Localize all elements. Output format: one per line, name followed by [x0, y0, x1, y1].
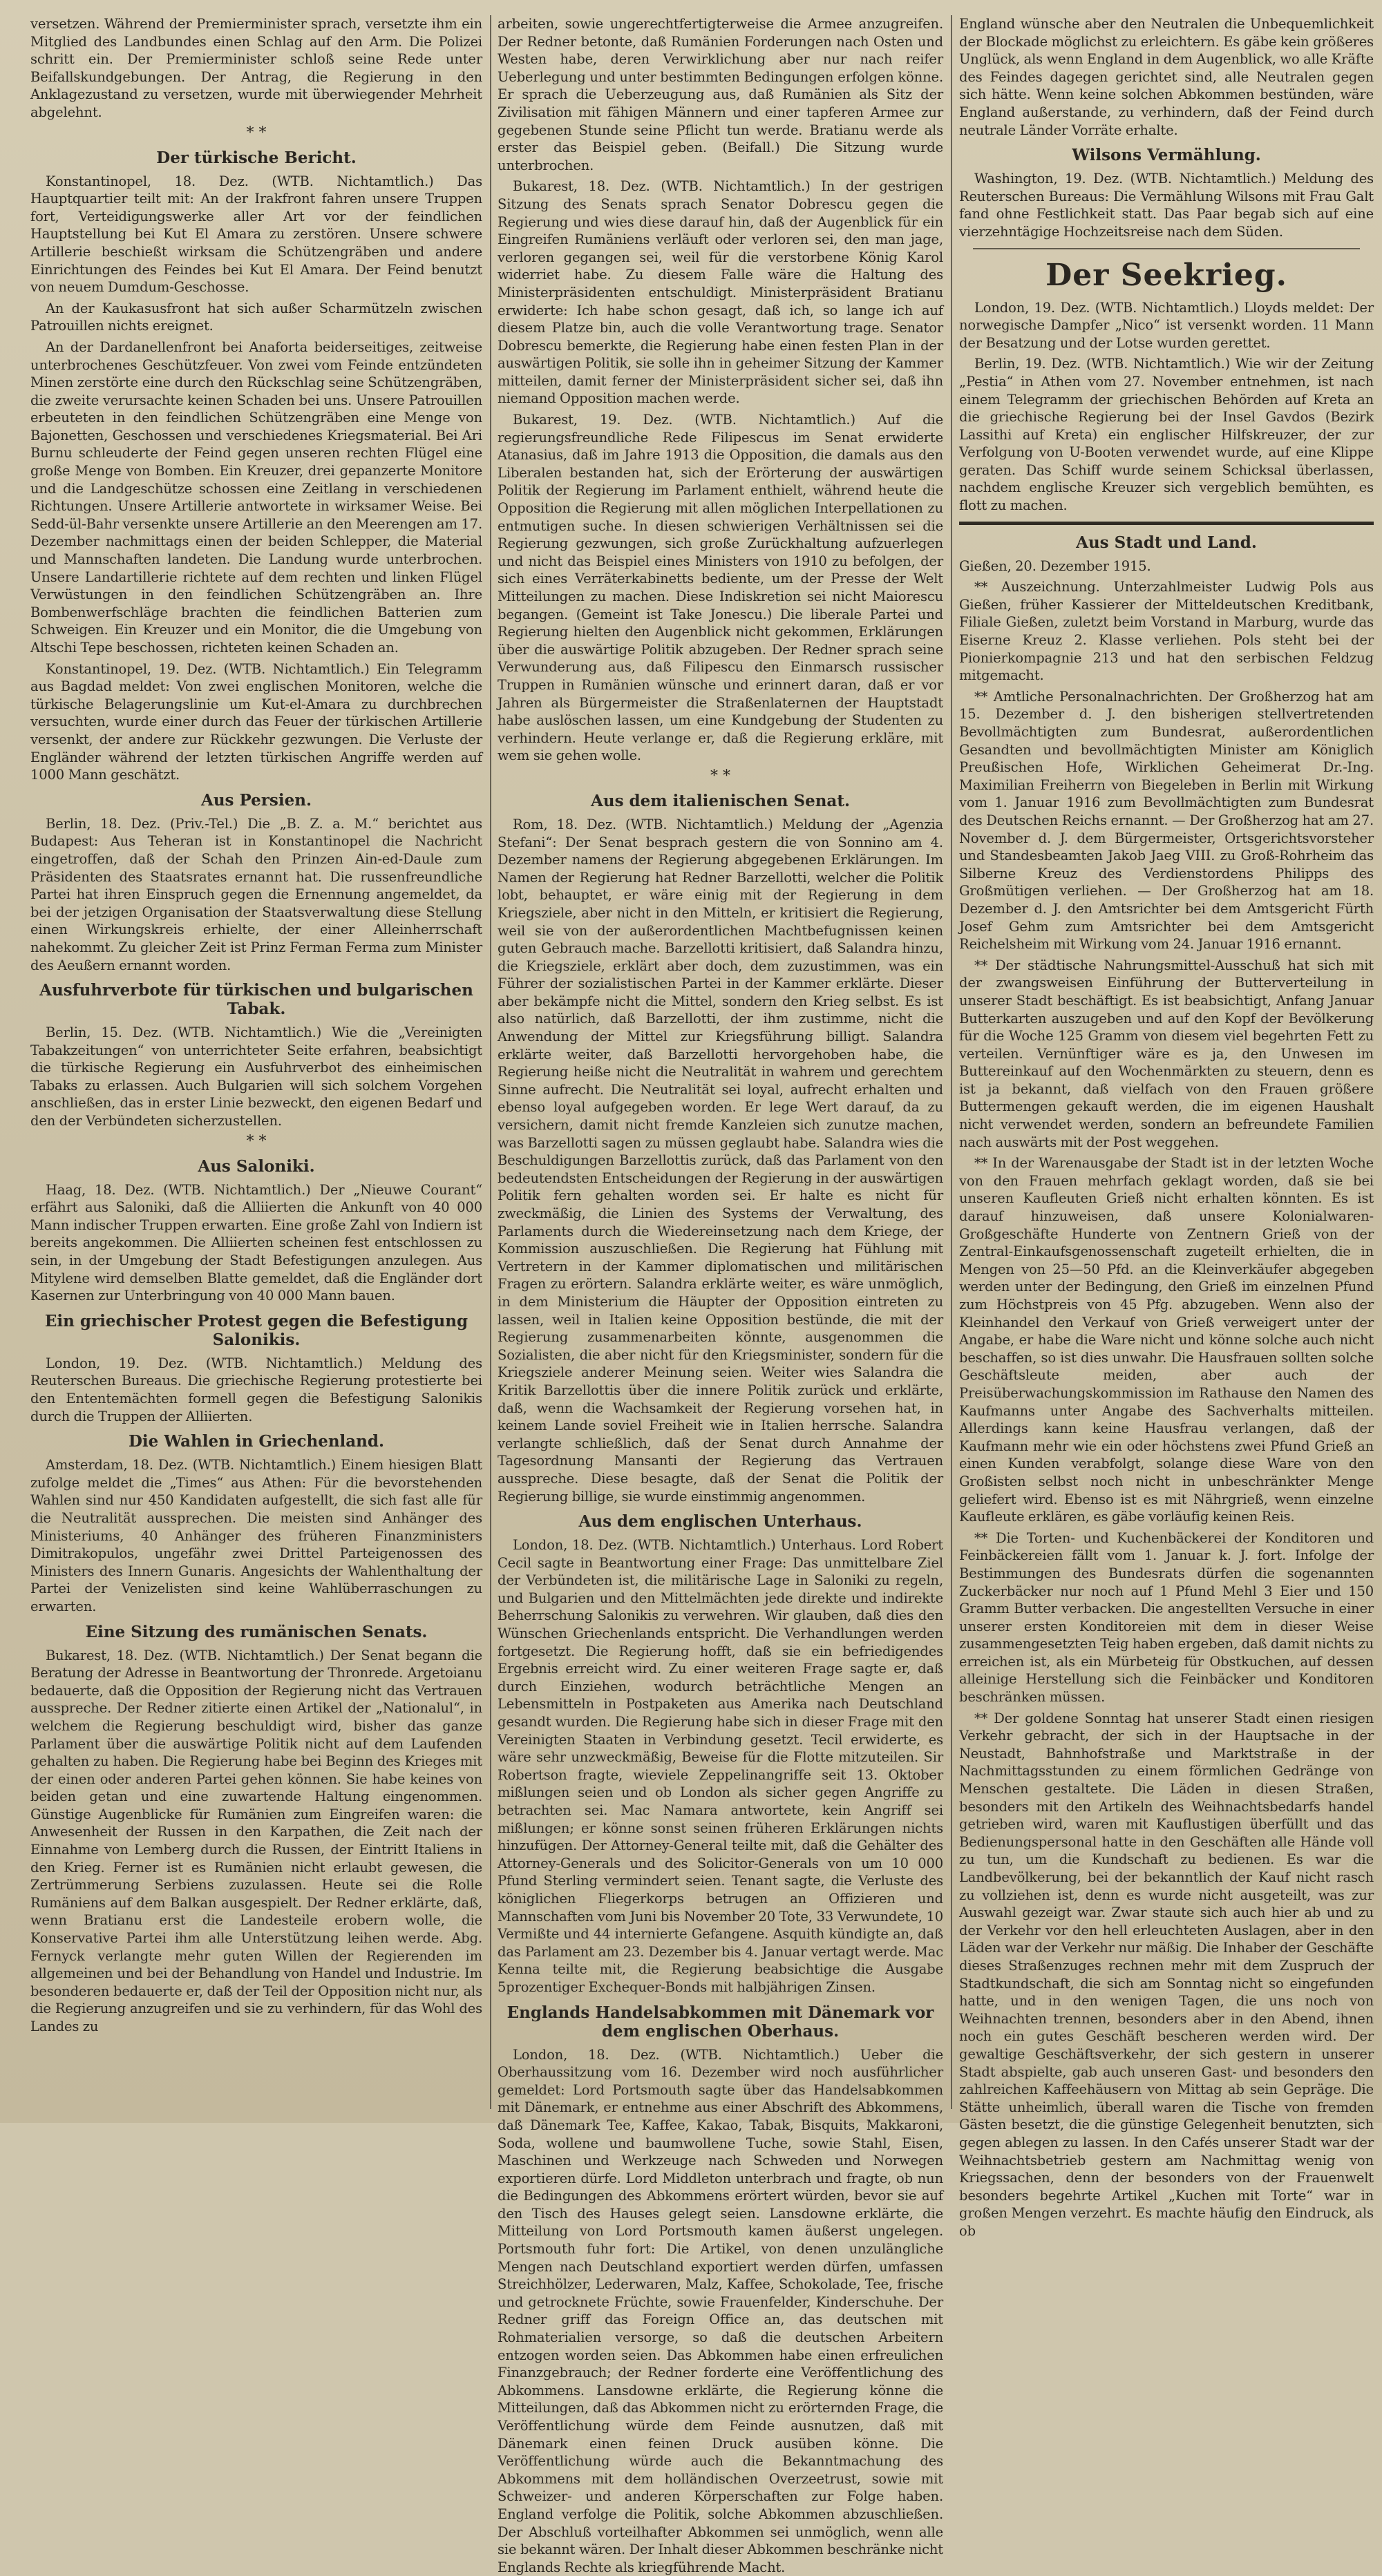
section-heading: Aus Stadt und Land.: [1076, 533, 1257, 552]
article-paragraph: ** In der Warenausgabe der Stadt ist in der letzten Woche von den Frauen mehrfach geklagt worden, daß sie bei unseren Kaufleuten Grieß nicht erhalten könnten. Es ist darauf hinzuweisen, daß unsere Kolonialwaren-Großgeschäfte Hunderte von Zentnern Grieß von der Zentral-Einkaufsgenossenschaft zugeteilt erhielten, die in Mengen von 25—50 Pfd. an die Kleinverkäufer abgegeben werden unter der Bedingung, den Grieß im einzelnen Pfund zum Höchstpreis von 45 Pfg. abzugeben. Wenn also der Kleinhandel den Verkauf von Grieß verweigert unter der Angabe, er habe die Ware nicht und könne solche auch nicht beschaffen, so ist dies unwahr. Die Hausfrauen sollten solche Geschäftsleute meiden, aber auch der Preisüberwachungskommission im Rathause den Namen des Kaufmanns unter Angabe des Sachverhalts mitteilen. Allerdings kann keine Hausfrau verlangen, daß der Kaufmann mehr wie ein oder höchstens zwei Pfund Grieß an einen Kunden verabfolgt, solange diese Ware von den Großisten selbst noch nicht in unbeschränkter Menge geliefert wird. Ebenso ist es mit Nährgrieß, wenn einzelne Kaufleute erklären, es gäbe vorläufig keinen Reis.: [959, 1155, 1374, 1525]
section-heading: Aus Persien.: [200, 790, 312, 810]
section-heading: Aus Saloniki.: [198, 1156, 315, 1176]
separator-stars: * *: [246, 124, 267, 142]
column-2: [498, 15, 943, 2575]
article-paragraph: ** Der goldene Sonntag hat unserer Stadt einen riesigen Verkehr gebracht, der sich in der Hauptsache in der Neustadt, Bahnhofstraße und Marktstraße in der Nachmittagsstunden zu einem förmlichen Gedränge von Menschen gestaltete. Die Läden in diesen Straßen, besonders mit den Artikeln des Weihnachtsbedarfs handel getrieben wird, waren mit Kauflustigen überfüllt und das Bedienungspersonal hatte in den Geschäften alle Hände voll zu tun, um die Kundschaft zu bedienen. Es war die Landbevölkerung, bei der bekanntlich der Kauf nicht rasch zu vollziehen ist, denn es wurde nicht ausgeteilt, was zur Auswahl gezeigt war. Zwar staute sich auch hier ab und zu der Verkehr vor den hell erleuchteten Auslagen, aber in den Läden war der Verkehr nur mäßig. Die Inhaber der Geschäfte dieses Straßenzuges rechnen mehr mit dem Zuspruch der Stadtkundschaft, die sich am Sonntag nicht so eingefunden hatte, und in den wenigen Tagen, die uns noch von Weihnachten trennen, besonders aber in den Abend, ihnen noch ein gutes Geschäft bescheren werden wird. Der gewaltige Geschäftsverkehr, der sich gestern in unserer Stadt abspielte, gab auch unseren Gast- und besonders den zahlreichen Kaffeehäusern von Mittag ab sein Gepräge. Die Stätte unheimlich, überall waren die Tische von fremden Gästen besetzt, die die günstige Gelegenheit benutzten, sich gegen ablegen zu lassen. In den Cafés unserer Stadt war der Weihnachtsbetrieb gestern am Nachmittag wenig von Kriegssachen, denn der besonders von der Frauenwelt besonders begehrte Artikel „Kuchen mit Torte“ war in großen Mengen verzehrt. Es machte häufig den Eindruck, als ob: [959, 1710, 1374, 2239]
article-paragraph: Konstantinopel, 19. Dez. (WTB. Nichtamtlich.) Ein Telegramm aus Bagdad meldet: Von zwei englischen Monitoren, welche die türkische Belagerungslinie um Kut-el-Amara zu durchbrechen versuchten, wurde einer durch das Feuer der türkischen Artillerie versenkt, der andere zur Rückkehr gezwungen. Die Verluste der Engländer während der letzten türkischen Angriffe werden auf 1000 Mann geschätzt.: [30, 660, 482, 783]
separator-stars: * *: [246, 1132, 267, 1150]
article-paragraph: versetzen. Während der Premierminister sprach, versetzte ihm ein Mitglied des Landbundes einen Schlag auf den Arm. Die Polizei schritt ein. Der Premierminister schloß seine Rede unter Beifallskundgebungen. Der Antrag, die Regierung in den Anklagezustand zu versetzen, wurde mit überwiegender Mehrheit abgelehnt.: [30, 16, 482, 120]
section-heading: Die Wahlen in Griechenland.: [128, 1432, 384, 1451]
article-paragraph: Rom, 18. Dez. (WTB. Nichtamtlich.) Meldung der „Agenzia Stefani“: Der Senat besprach gestern die von Sonnino am 4. Dezember namens der Regierung abgegebenen Erklärungen. Im Namen der Regierung hat Redner Barzellotti, welcher die Politik lobt, behauptet, er wäre einig mit der Regierung in dem Kriegsziele, aber nicht in den Mitteln, er kritisiert die Regierung, weil sie von der außerordentlichen Machtbefugnissen keinen guten Gebrauch mache. Barzellotti kritisiert, daß Salandra hinzu, die Kriegsziele, erklärt aber doch, dem zuzustimmen, was ein Führer der sozialistischen Partei in der Kammer erklärte. Dieser aber bekämpfe nicht die Mittel, sondern den Krieg selbst. Es ist also natürlich, daß Barzellotti, der ihm zustimme, nicht die Anwendung der Mittel zur Kriegsführung billigt. Salandra erklärte weiter, daß Barzellotti hervorgehoben habe, die Regierung heiße nicht die Neutralität in wahrem und gerechtem Sinne aufrecht. Die Neutralität sei loyal, aufrecht erhalten und ebenso loyal aufgegeben worden. Er lege Wert darauf, da zu versichern, damit nicht fremde Kanzleien sich zunutze machen, was Barzellotti sagen zu müssen geglaubt habe. Salandra wies die Beschuldigungen Barzellottis zurück, daß das Parlament von den bedeutendsten Entscheidungen der Regierung in der auswärtigen Politik fern gehalten worden sei. Er halte es nicht für zweckmäßig, die Linien des Systems der Verwaltung, des Parlaments durch die Wiedereinsetzung nach dem Kriege, der Kommission auszuschließen. Die Regierung hat Fühlung mit Vertretern in der Kammer diplomatischen und militärischen Fragen zu erörtern. Salandra erklärte weiter, es wäre unmöglich, in dem Ministerium die Häupter der Opposition eintreten zu lassen, weil in Italien keine Opposition bestünde, die mit der Regierung zusammenarbeiten könnte, ausgenommen die Sozialisten, die aber nicht für den Kriegsminister, sondern für die Kriegsziele anderer Meinung seien. Weiter wies Salandra die Kritik Barzellottis über die innere Politik zurück und erklärte, daß, wenn die Wachsamkeit der Regierung vorsehen hat, in keinem Lande soviel Freiheit wie in Italien herrsche. Salandra verlangte schließlich, daß der Senat durch Annahme der Tagesordnung Mansanti der Regierung das Vertrauen ausspreche. Diese besagte, daß der Senat die Politik der Regierung billige, sie wurde einstimmig angenommen.: [498, 816, 943, 1505]
article-paragraph: Konstantinopel, 18. Dez. (WTB. Nichtamtlich.) Das Hauptquartier teilt mit: An der Irakfront fahren unsere Truppen fort, Verteidigungswerke aller Art vor der feindlichen Hauptstellung bei Kut El Amara zu zerstören. Unsere schwere Artillerie beschießt wirksam die Schützengräben und andere Einrichtungen des Feindes bei Kut El Amara. Der Feind benutzt von neuem Dumdum-Geschosse.: [30, 173, 482, 296]
article-paragraph: Berlin, 15. Dez. (WTB. Nichtamtlich.) Wie die „Vereinigten Tabakzeitungen“ von unterrichteter Seite erfahren, beabsichtigt die türkische Regierung ein Ausfuhrverbot des einheimischen Tabaks zu erlassen. Auch Bulgarien will sich solchem Vorgehen anschließen, das in erster Linie bezweckt, den eigenen Bedarf und den der Verbündeten sicherzustellen.: [30, 1024, 482, 1129]
section-heading: Ausfuhrverbote für türkischen und bulgarischen Tabak.: [39, 981, 473, 1019]
column-rule: [951, 15, 952, 2109]
separator-rule: [973, 248, 1360, 249]
article-paragraph: Washington, 19. Dez. (WTB. Nichtamtlich.) Meldung des Reuterschen Bureaus: Die Vermählung Wilsons mit Frau Galt fand ohne Festlichkeit statt. Das Paar begab sich auf eine vierzehntägige Hochzeitsreise nach dem Süden.: [959, 171, 1374, 240]
separator-stars: * *: [710, 767, 730, 785]
article-paragraph: Gießen, 20. Dezember 1915.: [959, 557, 1151, 574]
column-rule: [490, 15, 491, 2109]
article-paragraph: London, 19. Dez. (WTB. Nichtamtlich.) Lloyds meldet: Der norwegische Dampfer „Nico“ ist versenkt worden. 11 Mann der Besatzung und der Lotse wurden gerettet.: [959, 299, 1374, 351]
article-paragraph: Haag, 18. Dez. (WTB. Nichtamtlich.) Der „Nieuwe Courant“ erfährt aus Saloniki, daß die Alliierten die Ankunft von 40 000 Mann indischer Truppen erwarten. Eine große Zahl von Indiern ist bereits angekommen. Die Alliierten scheinen fest entschlossen zu sein, in der Umgebung der Stadt Befestigungen anzulegen. Aus Mitylene wird demselben Blatte gemeldet, daß die Engländer dort Kasernen zur Unterbringung von 40 000 Mann bauen.: [30, 1181, 482, 1304]
section-heading: Englands Handelsabkommen mit Dänemark vor dem englischen Oberhaus.: [507, 2003, 934, 2041]
article-paragraph: London, 18. Dez. (WTB. Nichtamtlich.) Ueber die Oberhaussitzung vom 16. Dezember wird noch ausführlicher gemeldet: Lord Portsmouth sagte über das Handelsabkommen mit Dänemark, er entnehme aus einer Abschrift des Abkommens, daß Dänemark Tee, Kaffee, Kakao, Tabak, Bisquits, Makkaroni, Soda, wollene und baumwollene Tuche, sowie Stahl, Eisen, Maschinen und Werkzeuge nach Schweden und Norwegen exportieren dürfe. Lord Middleton unterbrach und fragte, ob nun die Bedingungen des Abkommens erörtert würden, bevor sie auf den Tisch des Hauses gelegt seien. Lansdowne erklärte, die Mitteilung von Lord Portsmouth kamen äußerst ungelegen. Portsmouth fuhr fort: Die Artikel, von denen unzulängliche Mengen nach Deutschland exportiert werden dürfen, umfassen Streichhölzer, Lederwaren, Malz, Kaffee, Schokolade, Tee, frische und getrocknete Früchte, sowie Frauenfelder, Kinderschuhe. Der Redner griff das Foreign Office an, das deutschen mit Rohmaterialien versorge, so daß die deutschen Arbeitern entzogen worden seien. Das Abkommen habe einen erfreulichen Finanzgebrauch; der Redner forderte eine Veröffentlichung des Abkommens. Lansdowne erklärte, die Regierung könne die Mitteilungen, daß das Abkommen nicht zu erörternden Frage, die Veröffentlichung würde dem Feinde ausnutzen, daß mit Dänemark einen feinen Druck ausüben könne. Die Veröffentlichung würde auch die Bekanntmachung des Abkommens mit dem holländischen Overzeetrust, sowie mit Schweizer- und anderen Körperschaften zur Folge haben. England verfolge die Politik, solche Abkommen abzuschließen. Der Abschluß vorteilhafter Abkommen sei unmöglich, wenn alle sie bekannt wären. Der Inhalt dieser Abkommen beschränke nicht Englands Rechte als kriegführende Macht.: [498, 2046, 943, 2575]
article-paragraph: London, 19. Dez. (WTB. Nichtamtlich.) Meldung des Reuterschen Bureaus. Die griechische Regierung protestierte bei den Ententemächten formell gegen die Befestigung Salonikis durch die Truppen der Alliierten.: [30, 1355, 482, 1424]
article-paragraph: ** Auszeichnung. Unterzahlmeister Ludwig Pols aus Gießen, früher Kassierer der Mitteldeutschen Kreditbank, Filiale Gießen, zuletzt beim Vorstand in Marburg, wurde das Eiserne Kreuz 2. Klasse verliehen. Pols steht bei der Pionierkompagnie 213 und hat den serbischen Feldzug mitgemacht.: [959, 579, 1374, 684]
article-paragraph: England wünsche aber den Neutralen die Unbequemlichkeit der Blockade möglichst zu erleichtern. Es gäbe kein größeres Unglück, als wenn England in dem Augenblick, wo alle Kräfte des Feindes dagegen gerichtet sind, alle Neutralen gegen sich hätte. Wenn keine solchen Abkommen bestünden, wäre England außerstande, zu verhindern, daß der Feind durch neutrale Länder Vorräte erhalte.: [959, 16, 1374, 138]
article-paragraph: London, 18. Dez. (WTB. Nichtamtlich.) Unterhaus. Lord Robert Cecil sagte in Beantwortung einer Frage: Das unmittelbare Ziel der Verbündeten ist, die militärische Lage in Saloniki zu regeln, und Bulgarien und den Mittelmächten jede direkte und indirekte Beherrschung Salonikis zu verwehren. Wir glauben, daß dies den Wünschen Griechenlands entspricht. Die Verhandlungen werden fortgesetzt. Die Regierung hofft, daß sie ein befriedigendes Ergebnis erreicht wird. Zu einer weiteren Frage sagte er, daß durch Einziehen, wodurch beträchtliche Mengen an Lebensmitteln in Postpaketen aus Amerika nach Deutschland gesandt wurden. Die Regierung habe sich in dieser Frage mit den Vereinigten Staaten in Verbindung gesetzt. Tecil erwiderte, es wäre sehr unzweckmäßig, Beweise für die Flotte mitzuteilen. Sir Robertson fragte, wieviele Zeppelinangriffe seit 13. Oktober mißlungen seien und ob London als sicher gegen Angriffe zu betrachten sei. Mac Namara antwortete, kein Angriff sei mißlungen; er könne sonst seinen früheren Erklärungen nichts hinzufügen. Der Attorney-General teilte mit, daß die Gehälter des Attorney-Generals und des Solicitor-Generals von um 10 000 Pfund Sterling vermindert seien. Tenant sagte, die Verluste des königlichen Fliegerkorps betrugen an Offizieren und Mannschaften vom Juni bis November 20 Tote, 33 Verwundete, 10 Vermißte und 44 internierte Gefangene. Asquith kündigte an, daß das Parlament am 23. Dezember bis 4. Januar vertagt werde. Mac Kenna teilte mit, die Regierung beabsichtige die Ausgabe 5prozentiger Exchequer-Bonds mit halbjährigen Zinsen.: [498, 1537, 943, 1995]
major-heading: Der Seekrieg.: [1045, 257, 1287, 293]
article-paragraph: ** Amtliche Personalnachrichten. Der Großherzog hat am 15. Dezember d. J. den bisherigen stellvertretenden Bevollmächtigten zum Bundesrat, außerordentlichen Gesandten und bevollmächtigten Minister am Königlich Preußischen Hofe, Wirklichen Geheimerat Dr.-Ing. Maximilian Freiherrn von Biegeleben in Berlin mit Wirkung vom 1. Januar 1916 zum Bevollmächtigten zum Bundesrat des Deutschen Reichs ernannt. — Der Großherzog hat am 27. November d. J. dem Bürgermeister, Ortsgerichtsvorsteher und Standesbeamten Jakob Jaeg VIII. zu Groß-Rohrheim das Silberne Kreuz des Verdienstordens Philipps des Großmütigen verliehen. — Der Großherzog hat am 18. Dezember d. J. den Amtsrichter bei dem Amtsgericht Fürth Josef Gehm zum Amtsrichter bei dem Amtsgericht Reichelsheim mit Wirkung vom 24. Januar 1916 ernannt.: [959, 688, 1374, 953]
article-paragraph: ** Der städtische Nahrungsmittel-Ausschuß hat sich mit der zwangsweisen Einführung der Butterverteilung in unserer Stadt beschäftigt. Es ist beabsichtigt, Anfang Januar Butterkarten auszugeben und auf den Kopf der Bevölkerung für die Woche 125 Gramm von diesem viel begehrten Fett zu verteilen. Vernünftiger wäre es ja, den Unwesen im Buttereinkauf auf den Wochenmärkten zu steuern, denn es ist ja bekannt, daß vielfach von den Frauen größere Buttermengen gekauft werden, die im eigenen Haushalt nicht verwendet werden, sondern an befreundete Familien nach auswärts mit der Post weggehen.: [959, 957, 1374, 1150]
section-heading: Aus dem italienischen Senat.: [591, 791, 850, 810]
article-paragraph: An der Kaukasusfront hat sich außer Scharmützeln zwischen Patrouillen nichts ereignet.: [30, 300, 482, 334]
article-paragraph: Berlin, 19. Dez. (WTB. Nichtamtlich.) Wie wir der Zeitung „Pestia“ in Athen vom 27. November entnehmen, ist nach einem Telegramm der griechischen Behörden auf Kreta an die griechische Regierung bei der Insel Gavdos (Bezirk Lassithi auf Kreta) ein englischer Hilfskreuzer, der zur Verfolgung von U-Booten verwendet wurde, auf eine Klippe geraten. Das Schiff wurde seinem Schicksal überlassen, nachdem englische Kreuzer sich vergeblich bemühten, es flott zu machen.: [959, 356, 1374, 514]
section-heading: Aus dem englischen Unterhaus.: [578, 1512, 862, 1532]
article-paragraph: ** Die Torten- und Kuchenbäckerei der Konditoren und Feinbäckereien fällt vom 1. Januar k. J. fort. Infolge der Bestimmungen des Bundesrats dürfen die sogenannten Zuckerbäcker nur noch auf 1 Pfund Mehl 3 Eier und 150 Gramm Butter verbacken. Die angestellten Versuche in einer unserer ersten Konditoreien mit dem in dieser Weise zusammengesetzten Teig haben ergeben, daß damit nichts zu erreichen ist, als ein Mürbeteig für Obstkuchen, auf dessen alleinige Herstellung sich die Feinbäcker und Konditoren beschränken müssen.: [959, 1529, 1374, 1706]
article-paragraph: Bukarest, 18. Dez. (WTB. Nichtamtlich.) In der gestrigen Sitzung des Senats sprach Senator Dobrescu gegen die Regierung und wies diese darauf hin, daß der Augenblick für ein Eingreifen Rumäniens verläuft oder verloren sei, den man jage, verloren gegangen sei, weil für die verstorbene König Karol widerriet habe. Zu diesem Falle wäre die Haltung des Ministerpräsidenten entschuldigt. Ministerpräsident Bratianu erwiderte: Ich habe schon gesagt, daß ich, so lange ich auf diesem Platze bin, auch die volle Verantwortung trage. Senator Dobrescu bemerkte, die Regierung habe einen festen Plan in der auswärtigen Politik, sie solle ihn in geheimer Sitzung der Kammer mitteilen, damit ferner der Ministerpräsident sicher sei, daß ihn niemand Opposition machen werde.: [498, 178, 943, 407]
separator-thick-rule: [959, 522, 1374, 525]
article-paragraph: An der Dardanellenfront bei Anaforta beiderseitiges, zeitweise unterbrochenes Geschützfeuer. Von zwei vom Feinde entzündeten Minen zerstörte eine durch den Rückschlag seine Schützengräben, die zweite verursachte keinen Schaden bei uns. Unsere Patrouillen erbeuteten in den feindlichen Schützengräben eine Menge von Bajonetten, Geschossen und verschiedenes Kriegsmaterial. Bei Ari Burnu schleuderte der Feind gegen unseren rechten Flügel eine große Menge von Bomben. Ein Kreuzer, drei gepanzerte Monitore und die Landgeschütze schossen eine Zeitlang in verschiedenen Richtungen. Unsere Artillerie antwortete in wirksamer Weise. Bei Sedd-ül-Bahr versenkte unsere Artillerie an den Meerengen am 17. Dezember nachmittags einen der beiden Schlepper, die Material und Mannschaften landeten. Die Landung wurde unterbrochen. Unsere Landartillerie richtete auf dem rechten und linken Flügel Verwüstungen in den feindlichen Schützengräben an. Ihre Bombenwerfschläge brachten die feindlichen Batterien zum Schweigen. Ein Kreuzer und ein Monitor, die die Umgebung von Altschi Tepe beschossen, richteten keinen Schaden an.: [30, 338, 482, 656]
section-heading: Eine Sitzung des rumänischen Senats.: [85, 1622, 428, 1641]
article-paragraph: Amsterdam, 18. Dez. (WTB. Nichtamtlich.) Einem hiesigen Blatt zufolge meldet die „Times“ aus Athen: Für die bevorstehenden Wahlen sind nur 450 Kandidaten aufgestellt, die sich fast alle für die Neutralität aussprechen. Die meisten sind Anhänger des Ministeriums, 40 Anhänger des früheren Finanzministers Dimitrakopulos, ungefähr zwei Drittel Parteigenossen des Ministers des Innern Gunaris. Angesichts der Wahlenthaltung der Partei der Venizelisten sind keine Wahlüberraschungen zu erwarten.: [30, 1457, 482, 1614]
article-paragraph: Bukarest, 18. Dez. (WTB. Nichtamtlich.) Der Senat begann die Beratung der Adresse in Beantwortung der Thronrede. Argetoianu bedauerte, daß die Opposition der Regierung nicht das Vertrauen ausspreche. Der Redner zitierte einen Artikel der „Nationalul“, in welchem die Regierung beschuldigt wird, bisher das ganze Parlament über die auswärtige Politik nicht auf dem Laufenden gehalten zu haben. Die Regierung habe bei Beginn des Krieges mit der einen oder anderen Partei gehen können. Sie habe keines von beiden getan und eine zuwartende Haltung eingenommen. Günstige Augenblicke für Rumänien zum Eingreifen waren: die Anwesenheit der Russen in den Karpathen, die Zeit nach der Einnahme von Lemberg durch die Russen, der Eintritt Italiens in den Krieg. Ferner ist es Rumänien nicht erlaubt gewesen, die Zertrümmerung Serbiens zuzulassen. Heute sei die Rolle Rumäniens auf dem Balkan ausgespielt. Der Redner erklärte, daß, wenn Bratianu erst die Landesteile erobern wolle, die Konservative Partei ihm alle Unterstützung leihen werde. Abg. Fernyck verlangte mehr guten Willen der Regierenden im allgemeinen und bei der Behandlung von Handel und Industrie. Im besonderen bedauerte er, daß der Teil der Opposition nicht nur, als die Regierung anzugreifen und sie zu verhindern, für das Wohl des Landes zu: [30, 1647, 482, 2034]
article-paragraph: Bukarest, 19. Dez. (WTB. Nichtamtlich.) Auf die regierungsfreundliche Rede Filipescus im Senat erwiderte Atanasius, daß im Jahre 1913 die Opposition, die damals aus den Liberalen bestanden hat, sich der Erörterung der auswärtigen Politik der Regierung im Parlament enthielt, während heute die Opposition die Regierung mit allen möglichen Interpellationen zu entmutigen suche. In diesen schwierigen Verhältnissen sei die Regierung gezwungen, sich große Zurückhaltung aufzuerlegen und nicht das Beispiel eines Ministers von 1910 zu befolgen, der sich eines Verräterkabinetts bediente, um der Presse der Welt Mitteilungen zu machen. Diese Indiskretion sei nicht Maiorescu begangen. (Gemeint ist Take Jonescu.) Die liberale Partei und Regierung hielten den Augenblick nicht gekommen, Erklärungen über die auswärtige Politik abzugeben. Der Redner sprach seine Verwunderung aus, daß Filipescu den Einmarsch russischer Truppen in Rumänien wünsche und erinnert daran, daß er vor Jahren als Bürgermeister die Straßenlaternen der Hauptstadt habe auslöschen lassen, um eine Kundgebung der Studenten zu verhindern. Heute verlange er, daß die Regierung erkläre, mit wem sie gehen wolle.: [498, 412, 943, 764]
article-paragraph: arbeiten, sowie ungerechtfertigterweise die Armee anzugreifen. Der Redner betonte, daß Rumänien Forderungen nach Osten und Westen habe, deren Verwirklichung aber nur nach reifer Ueberlegung und unter bestimmten Bedingungen erfolgen könne. Er sprach die Ueberzeugung aus, daß Rumänien als Sitz der Zivilisation mit fähigen Männern und einer tapferen Armee zur gegebenen Stunde seine Pflicht tun werde. Bratianu werde als erster das Beispiel geben. (Beifall.) Die Sitzung wurde unterbrochen.: [498, 16, 943, 173]
section-heading: Wilsons Vermählung.: [1072, 146, 1261, 165]
section-heading: Ein griechischer Protest gegen die Befestigung Salonikis.: [44, 1311, 468, 1349]
article-paragraph: Berlin, 18. Dez. (Priv.-Tel.) Die „B. Z. a. M.“ berichtet aus Budapest: Aus Teheran ist in Konstantinopel die Nachricht eingetroffen, daß der Schah den Prinzen Ain-ed-Daule zum Präsidenten des Staatsrates ernannt hat. Die russenfreundliche Partei hat ihren Einspruch gegen die Ernennung angemeldet, da bei der jetzigen Organisation der Staatsverwaltung diese Stellung einen Wirkungskreis erhielte, der einer Alleinherrschaft nahekommt. Zu gleicher Zeit ist Prinz Ferman Ferma zum Minister des Aeußern ernannt worden.: [30, 815, 482, 973]
column-3: [959, 15, 1374, 2239]
column-1: [30, 15, 482, 2109]
section-heading: Der türkische Bericht.: [156, 148, 357, 167]
